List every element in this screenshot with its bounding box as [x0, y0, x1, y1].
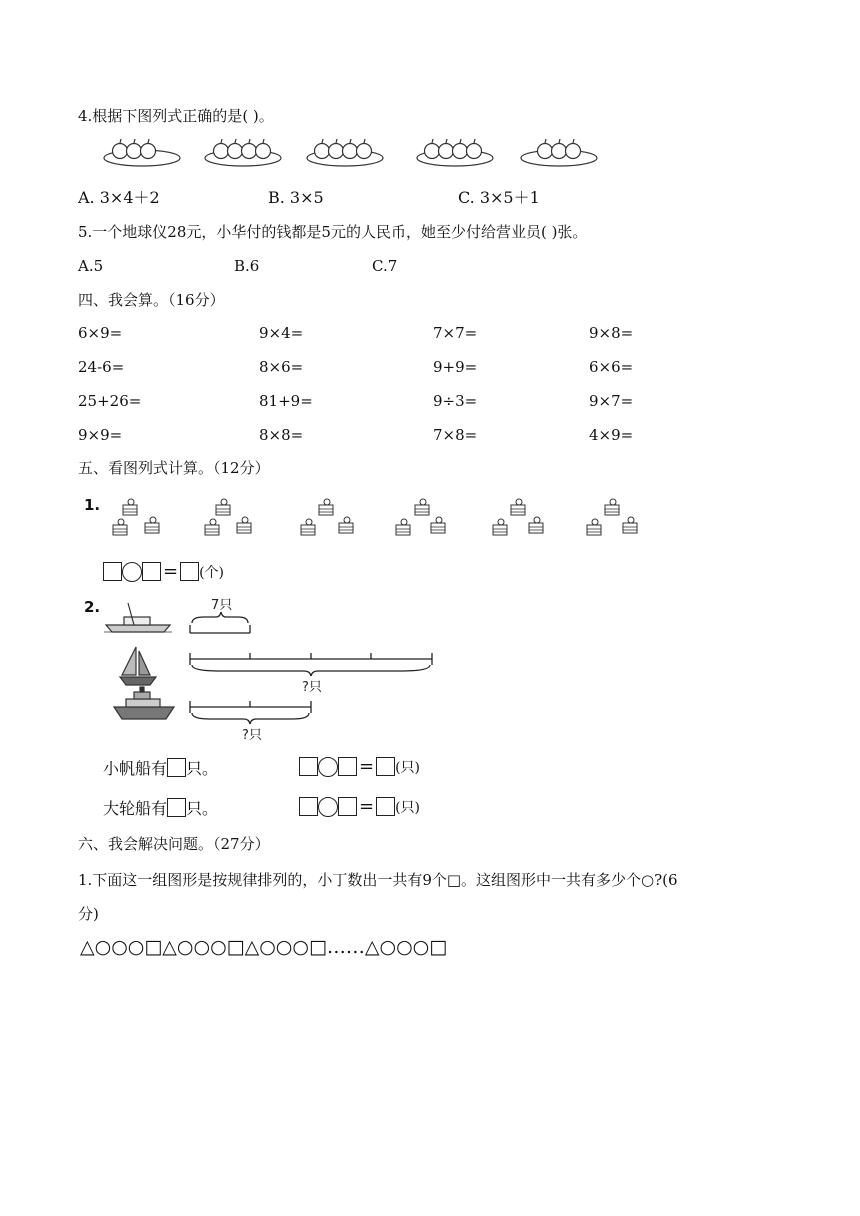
calc-r4-c4: 4×9=	[589, 426, 634, 444]
plate-1	[104, 139, 180, 166]
calc-r3-c4: 9×7=	[589, 392, 634, 410]
bar-ship	[190, 701, 311, 724]
equation-sailboat-unit: (只)	[395, 759, 421, 776]
q4-option-c: C. 3×5＋1	[458, 188, 540, 207]
shape-pattern: △○○○□△○○○□△○○○□……△○○○□	[80, 936, 448, 958]
s6-q1-line1: 1.下面这一组图形是按规律排列的，小丁数出一共有9个□。这组图形中一共有多少个○?(6	[78, 871, 678, 889]
q5-option-b: B.6	[234, 257, 260, 275]
calc-r3-c1: 25+26=	[78, 392, 142, 410]
bar-sailboat	[190, 653, 432, 676]
answer-box[interactable]	[103, 562, 122, 581]
ship-unit: 只。	[186, 799, 219, 818]
answer-box[interactable]	[142, 562, 161, 581]
answer-box[interactable]	[376, 757, 395, 776]
plate-5	[521, 139, 597, 166]
calc-r2-c2: 8×6=	[259, 358, 304, 376]
cake-group-6	[587, 499, 637, 535]
calc-r1-c4: 9×8=	[589, 324, 634, 342]
equation-1-unit: (个)	[199, 564, 225, 581]
calc-r4-c3: 7×8=	[433, 426, 478, 444]
calc-r4-c2: 8×8=	[259, 426, 304, 444]
answer-box[interactable]	[167, 758, 186, 777]
plate-4	[417, 139, 493, 166]
sailboat-icon	[120, 647, 156, 685]
problem-1-number: 1.	[84, 496, 101, 514]
answer-box[interactable]	[167, 798, 186, 817]
q4-option-b: B. 3×5	[268, 188, 324, 207]
q4-text: 4.根据下图列式正确的是( )。	[78, 107, 274, 125]
section-5-title: 五、看图列式计算。（12分）	[78, 459, 270, 477]
q5-option-a: A.5	[78, 257, 104, 275]
cake-group-3	[301, 499, 353, 535]
ship-icon	[114, 687, 174, 719]
plate-3	[307, 139, 383, 166]
answer-box[interactable]	[338, 797, 357, 816]
plate-2	[205, 139, 281, 166]
answer-box[interactable]	[299, 757, 318, 776]
sailboat-label: 小帆船有	[103, 759, 168, 778]
bar-7	[190, 612, 250, 633]
small-boat-icon	[104, 603, 172, 632]
section-6-title: 六、我会解决问题。（27分）	[78, 835, 270, 853]
cake-group-4	[396, 499, 445, 535]
q5-option-c: C.7	[372, 257, 398, 275]
label-ship-question: ?只	[242, 728, 262, 743]
cake-groups-illustration	[100, 490, 660, 546]
calc-r2-c1: 24-6=	[78, 358, 125, 376]
equation-sailboat: = (只)	[299, 756, 420, 777]
cake-group-2	[205, 499, 251, 535]
equation-ship-unit: (只)	[395, 799, 421, 816]
sailboat-answer-line	[103, 756, 218, 779]
answer-box[interactable]	[338, 757, 357, 776]
sailboat-unit: 只。	[186, 759, 219, 778]
answer-box[interactable]	[299, 797, 318, 816]
calc-r1-c3: 7×7=	[433, 324, 478, 342]
ship-answer-line	[103, 796, 218, 819]
s6-q1-line2: 分)	[78, 905, 99, 923]
calc-r2-c3: 9+9=	[433, 358, 478, 376]
label-7: 7只	[211, 598, 233, 613]
problem-2-number: 2.	[84, 598, 101, 616]
cake-group-5	[493, 499, 543, 535]
calc-r4-c1: 9×9=	[78, 426, 123, 444]
boat-diagram	[100, 595, 445, 745]
operator-circle[interactable]	[122, 562, 142, 582]
section-4-title: 四、我会算。（16分）	[78, 291, 225, 309]
cake-group-1	[113, 499, 159, 535]
label-sailboat-question: ?只	[302, 680, 322, 695]
equation-ship: = (只)	[299, 796, 420, 817]
ship-label: 大轮船有	[103, 799, 168, 818]
q4-option-a: A. 3×4＋2	[78, 188, 160, 207]
calc-r2-c4: 6×6=	[589, 358, 634, 376]
calc-r3-c2: 81+9=	[259, 392, 313, 410]
calc-r1-c2: 9×4=	[259, 324, 304, 342]
operator-circle[interactable]	[318, 797, 338, 817]
apple-plates-illustration	[100, 134, 610, 174]
equation-1: = (个)	[103, 561, 224, 582]
calc-r3-c3: 9÷3=	[433, 392, 478, 410]
operator-circle[interactable]	[318, 757, 338, 777]
calc-r1-c1: 6×9=	[78, 324, 123, 342]
answer-box[interactable]	[376, 797, 395, 816]
q5-text: 5.一个地球仪28元，小华付的钱都是5元的人民币，她至少付给营业员( )张。	[78, 223, 588, 241]
answer-box[interactable]	[180, 562, 199, 581]
